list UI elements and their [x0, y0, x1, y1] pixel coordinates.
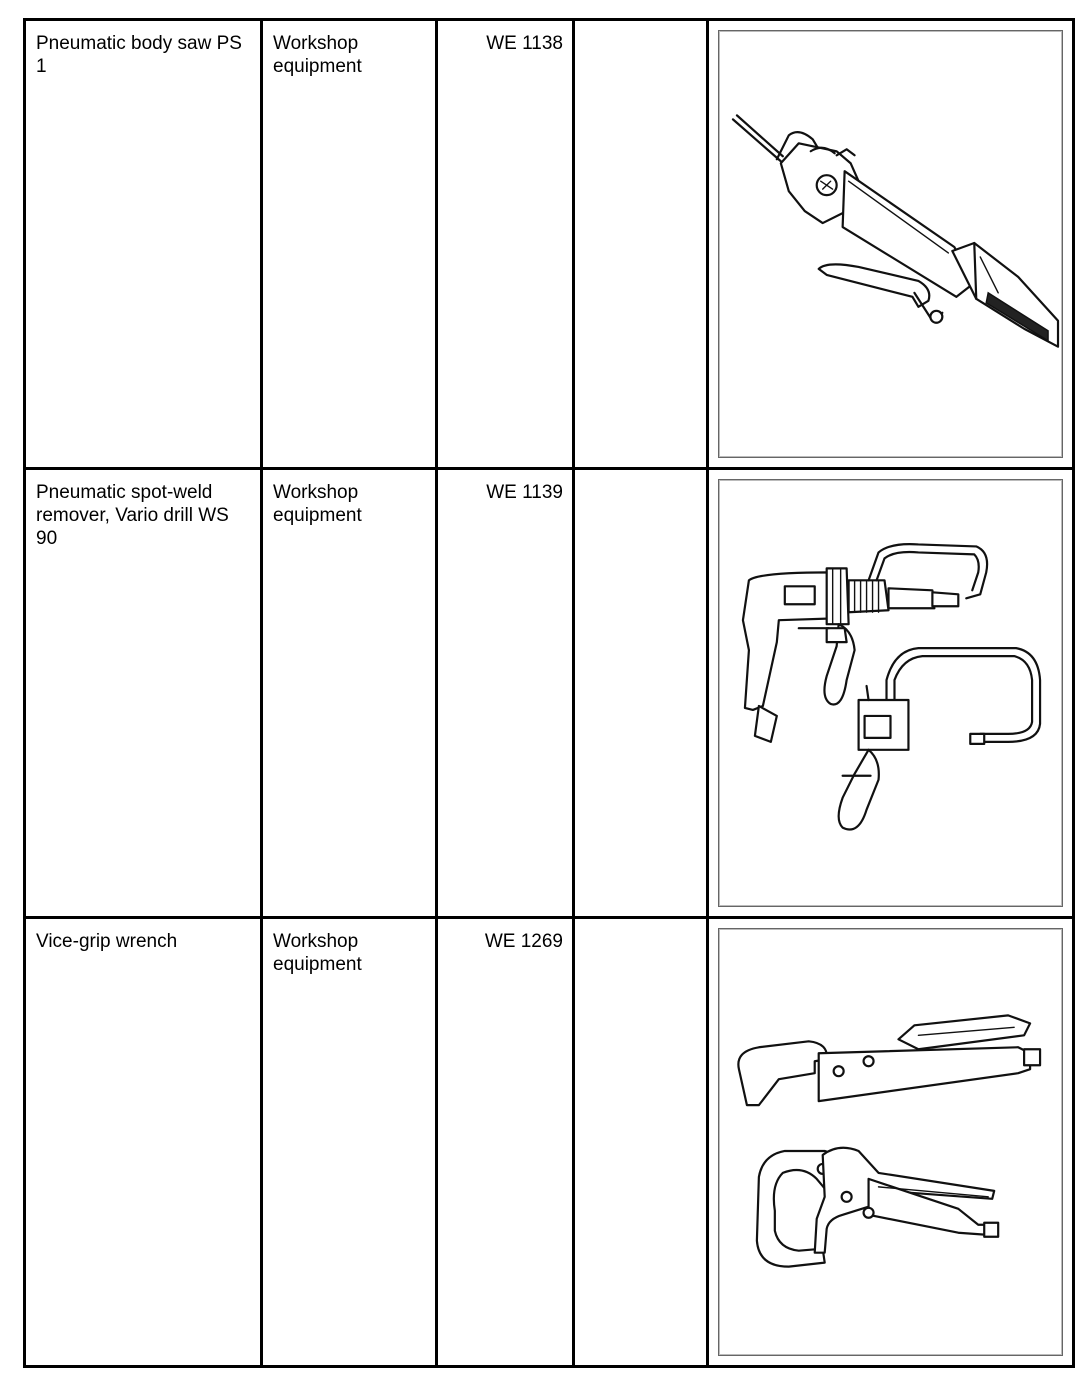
image-cell [708, 20, 1074, 469]
spot-weld-remover-illustration [719, 480, 1062, 906]
tool-name: Pneumatic spot-weld remover, Vario drill WS 90 [36, 482, 229, 549]
table-row [25, 469, 1074, 918]
name-cell [25, 20, 262, 469]
table-row [25, 20, 1074, 469]
tool-notes [575, 470, 706, 481]
number-cell [437, 918, 574, 1367]
name-cell [25, 469, 262, 918]
tool-notes [575, 919, 706, 930]
tool-category: Workshop equipment [273, 482, 362, 526]
equipment-table [23, 18, 1075, 1368]
category-cell [262, 918, 437, 1367]
notes-cell [574, 918, 708, 1367]
image-cell [708, 469, 1074, 918]
tool-number: WE 1269 [484, 931, 563, 952]
name-cell [25, 918, 262, 1367]
image-frame [718, 928, 1063, 1356]
category-cell [262, 469, 437, 918]
tool-number: WE 1139 [486, 482, 563, 503]
image-cell [708, 918, 1074, 1367]
table-row [25, 918, 1074, 1367]
tool-number: WE 1138 [486, 33, 563, 54]
notes-cell [574, 469, 708, 918]
tool-category: Workshop equipment [273, 931, 362, 975]
category-cell [262, 20, 437, 469]
tool-category: Workshop equipment [273, 33, 362, 77]
image-frame [718, 479, 1063, 907]
tool-notes [575, 21, 706, 32]
vice-grip-wrench-illustration [719, 929, 1062, 1355]
tool-name: Pneumatic body saw PS 1 [36, 33, 242, 77]
notes-cell [574, 20, 708, 469]
pneumatic-body-saw-illustration [719, 31, 1062, 457]
tool-name: Vice-grip wrench [36, 931, 178, 952]
image-frame [718, 30, 1063, 458]
number-cell [437, 469, 574, 918]
number-cell [437, 20, 574, 469]
